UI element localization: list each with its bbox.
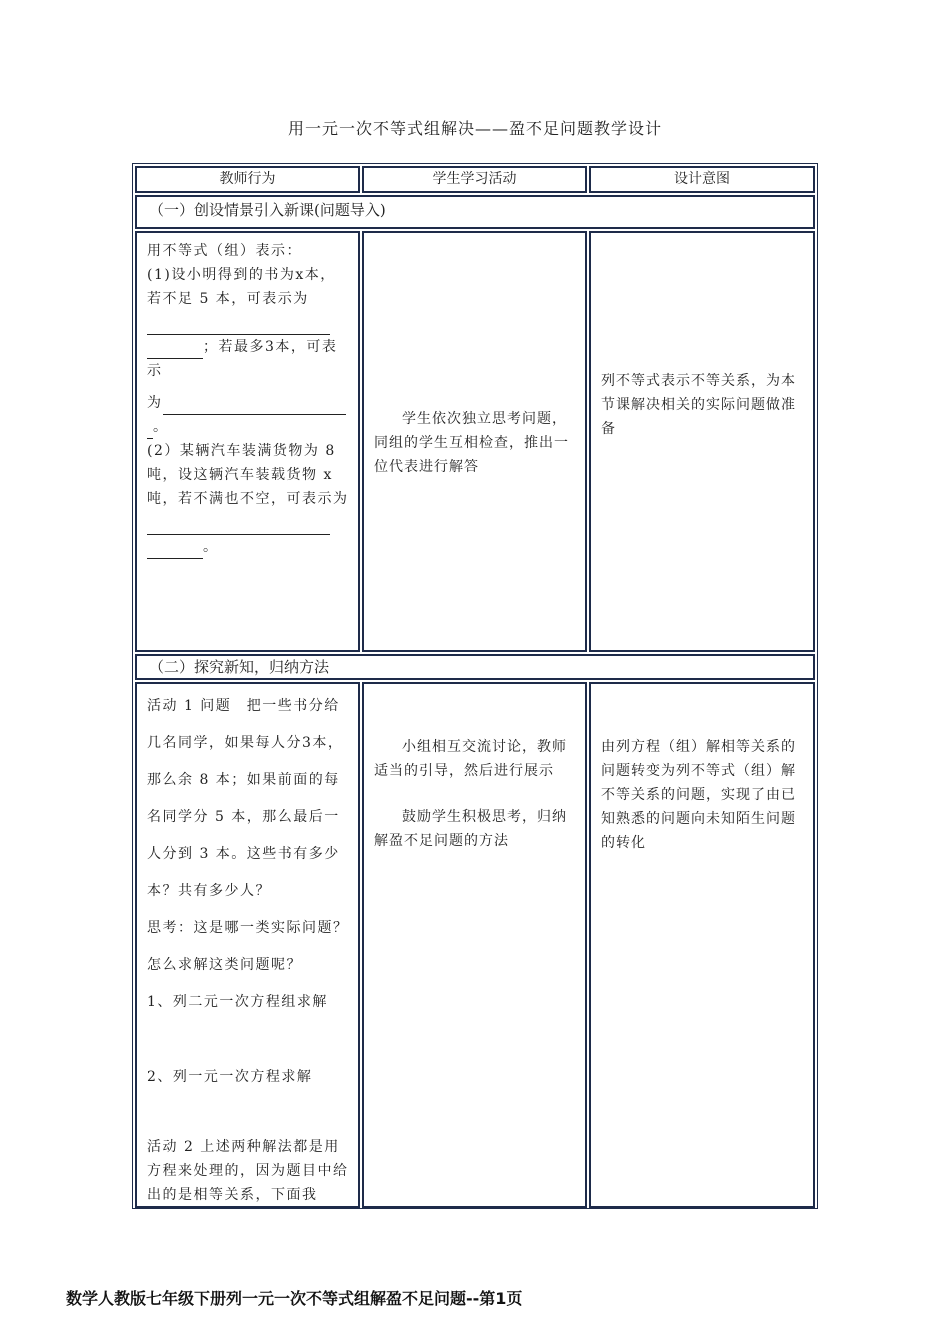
section-2-teacher-cell [135, 682, 360, 1208]
s1-q2: (2）某辆汽车装满货物为 8 吨，设这辆汽车装载货物 x 吨，若不满也不空，可表示为 。 [147, 439, 350, 559]
s1-q1c: 为 。 [147, 391, 350, 439]
s1-intro: 用不等式（组）表示： [147, 243, 302, 259]
s2-design-text: 由列方程（组）解相等关系的问题转变为列不等式（组）解不等关系的问题，实现了由已知熟悉的问题向未知陌生问题的转化 [601, 739, 796, 851]
section-2-student-cell [362, 682, 587, 1208]
s1-design-text: 列不等式表示不等关系，为本节课解决相关的实际问题做准备 [601, 373, 796, 437]
answer-blank-1-cont [147, 342, 203, 359]
answer-blank-3-cont [147, 542, 203, 559]
section-1-heading: （一）创设情景引入新课(问题导入) [135, 195, 815, 229]
header-teacher: 教师行为 [135, 166, 360, 193]
s2-method1: 1、列二元一次方程组求解 [147, 994, 328, 1010]
page-footer: 数学人教版七年级下册列一元一次不等式组解盈不足问题--第1页 [66, 1289, 523, 1308]
s1-q1b: ；若最多3本，可表示 [147, 339, 338, 379]
s2-student-text-1: 小组相互交流讨论，教师适当的引导，然后进行展示 [374, 739, 567, 779]
section-1-design-cell [589, 231, 815, 652]
answer-blank-3 [147, 518, 330, 535]
answer-blank-2 [163, 398, 346, 415]
header-design: 设计意图 [589, 166, 815, 193]
s1-q1a: (1)设小明得到的书为x本，若不足 5 本，可表示为 [147, 263, 350, 335]
s2-think: 思考：这是哪一类实际问题？怎么求解这类问题呢？ [147, 920, 349, 973]
s2-activity1: 活动 1 问题 把一些书分给几名同学，如果每人分3本，那么余 8 本；如果前面的每名同学分 5 本，那么最后一人分到 3 本。这些书有多少本？共有多少人？ [147, 698, 344, 899]
section-2-heading: （二）探究新知，归纳方法 [135, 654, 815, 680]
section-1-teacher-cell [135, 231, 360, 652]
section-1-student-cell [362, 231, 587, 652]
s2-activity2: 活动 2 上述两种解法都是用方程来处理的，因为题目中给出的是相等关系，下面我 [147, 1139, 349, 1203]
answer-blank-1 [147, 318, 330, 335]
section-2-design-cell [589, 682, 815, 1208]
header-student: 学生学习活动 [362, 166, 587, 193]
s2-student-text-2: 鼓励学生积极思考，归纳解盈不足问题的方法 [374, 809, 567, 849]
document-title: 用一元一次不等式组解决——盈不足问题教学设计 [287, 119, 662, 138]
s2-method2: 2、列一元一次方程求解 [147, 1069, 313, 1085]
s1-student-text: 学生依次独立思考问题，同组的学生互相检查，推出一位代表进行解答 [374, 411, 569, 475]
